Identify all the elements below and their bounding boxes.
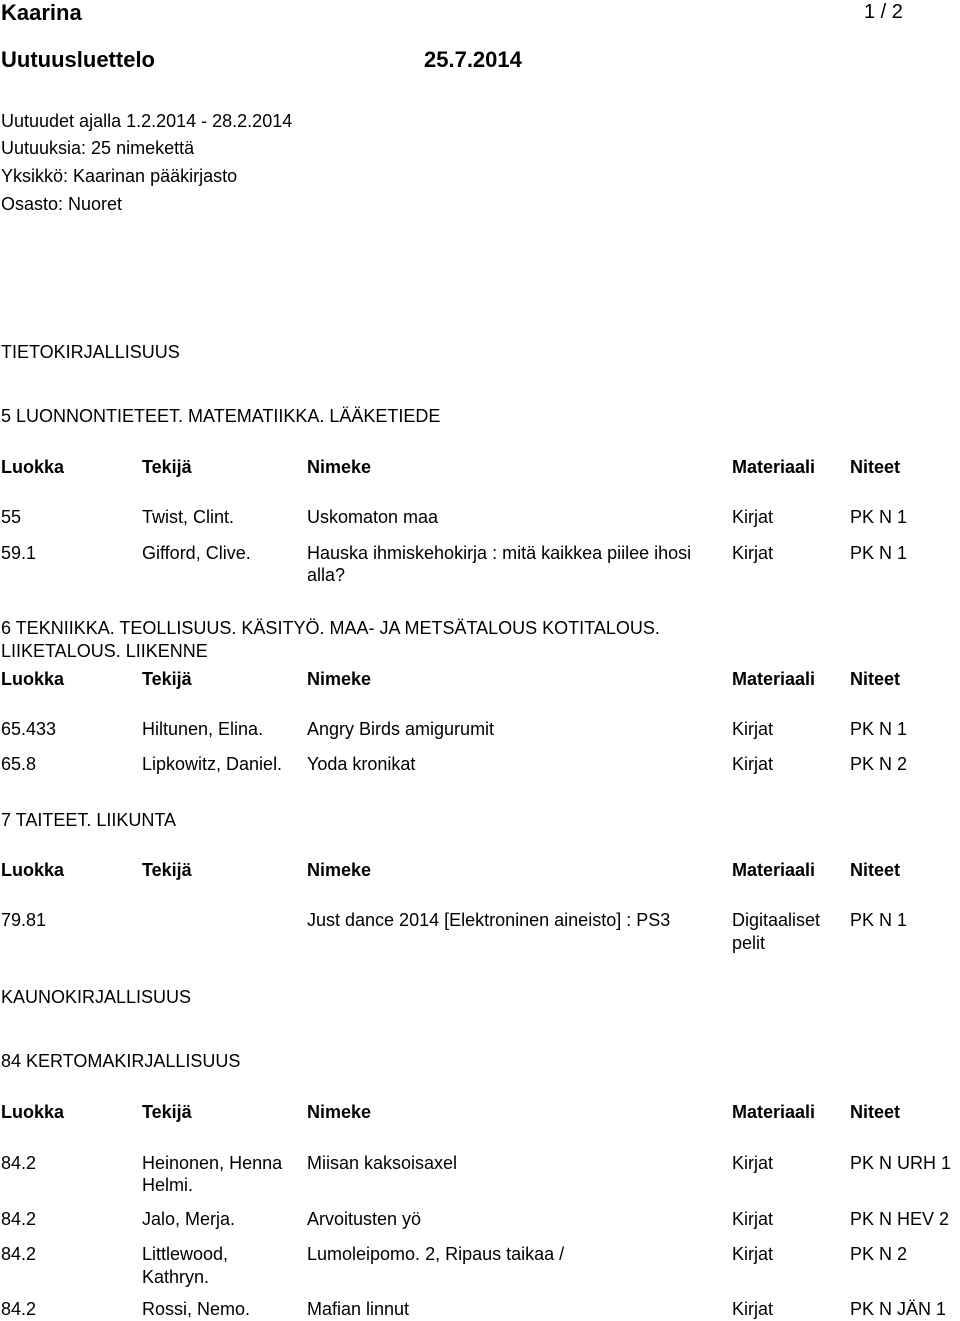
- section-heading: 5 LUONNONTIETEET. MATEMATIIKKA. LÄÄKETIEDE: [1, 406, 441, 426]
- col-copies: Niteet: [850, 457, 901, 477]
- col-author: Tekijä: [142, 457, 192, 477]
- info-unit: Yksikkö: Kaarinan pääkirjasto: [1, 166, 238, 186]
- row-author: Hiltunen, Elina.: [142, 719, 264, 739]
- row-material: Kirjat: [732, 1244, 774, 1264]
- section-heading: 6 TEKNIIKKA. TEOLLISUUS. KÄSITYÖ. MAA- JA METSÄTALOUS KOTITALOUS.: [1, 618, 660, 638]
- row-copies: PK N 2: [850, 754, 908, 774]
- col-title: Nimeke: [307, 669, 372, 689]
- col-material: Materiaali: [732, 457, 816, 477]
- row-title: Angry Birds amigurumit: [307, 719, 495, 739]
- row-material: Kirjat: [732, 719, 774, 739]
- row-class: 65.8: [1, 754, 37, 774]
- row-title: Yoda kronikat: [307, 754, 416, 774]
- row-material: Kirjat: [732, 1153, 774, 1173]
- row-title: Arvoitusten yö: [307, 1209, 422, 1229]
- row-author: Lipkowitz, Daniel.: [142, 754, 283, 774]
- row-class: 79.81: [1, 910, 47, 930]
- info-count: Uutuuksia: 25 nimekettä: [1, 138, 195, 158]
- col-title: Nimeke: [307, 860, 372, 880]
- row-class: 84.2: [1, 1153, 37, 1173]
- row-title: Hauska ihmiskehokirja : mitä kaikkea piilee ihosi alla?: [307, 543, 692, 585]
- row-class: 55: [1, 507, 22, 527]
- row-class: 59.1: [1, 543, 37, 563]
- row-copies: PK N HEV 2: [850, 1209, 950, 1229]
- row-material: Kirjat: [732, 543, 774, 563]
- row-title: Mafian linnut: [307, 1299, 410, 1319]
- row-class: 84.2: [1, 1299, 37, 1319]
- row-material-cont: pelit: [732, 933, 766, 953]
- section-heading-cont: LIIKETALOUS. LIIKENNE: [1, 641, 208, 661]
- category-heading: KAUNOKIRJALLISUUS: [1, 987, 192, 1007]
- page-number: 1 / 2: [864, 1, 903, 23]
- row-class: 84.2: [1, 1209, 37, 1229]
- col-copies: Niteet: [850, 1102, 901, 1122]
- library-name: Kaarina: [1, 0, 82, 25]
- col-copies: Niteet: [850, 860, 901, 880]
- col-author: Tekijä: [142, 1102, 192, 1122]
- row-author-cont: Kathryn.: [142, 1267, 210, 1287]
- row-author: Jalo, Merja.: [142, 1209, 236, 1229]
- col-class: Luokka: [1, 669, 65, 689]
- row-author: Heinonen, Henna: [142, 1153, 283, 1173]
- row-material: Kirjat: [732, 1209, 774, 1229]
- row-title: Lumoleipomo. 2, Ripaus taikaa /: [307, 1244, 565, 1264]
- col-class: Luokka: [1, 1102, 65, 1122]
- row-title: Uskomaton maa: [307, 507, 439, 527]
- row-material: Digitaaliset: [732, 910, 821, 930]
- row-author: Rossi, Nemo.: [142, 1299, 251, 1319]
- col-copies: Niteet: [850, 669, 901, 689]
- row-author-cont: Helmi.: [142, 1175, 194, 1195]
- col-class: Luokka: [1, 860, 65, 880]
- row-material: Kirjat: [732, 507, 774, 527]
- col-title: Nimeke: [307, 457, 372, 477]
- section-heading: 7 TAITEET. LIIKUNTA: [1, 810, 177, 830]
- col-class: Luokka: [1, 457, 65, 477]
- row-author: Gifford, Clive.: [142, 543, 251, 563]
- row-copies: PK N 1: [850, 543, 908, 563]
- info-department: Osasto: Nuoret: [1, 194, 123, 214]
- info-period: Uutuudet ajalla 1.2.2014 - 28.2.2014: [1, 111, 293, 131]
- col-material: Materiaali: [732, 669, 816, 689]
- row-copies: PK N 2: [850, 1244, 908, 1264]
- col-material: Materiaali: [732, 1102, 816, 1122]
- category-heading: TIETOKIRJALLISUUS: [1, 342, 180, 362]
- row-material: Kirjat: [732, 1299, 774, 1319]
- row-copies: PK N 1: [850, 910, 908, 930]
- row-copies: PK N 1: [850, 719, 908, 739]
- row-author: Twist, Clint.: [142, 507, 235, 527]
- row-copies: PK N URH 1: [850, 1153, 952, 1173]
- row-title: Miisan kaksoisaxel: [307, 1153, 458, 1173]
- col-title: Nimeke: [307, 1102, 372, 1122]
- col-material: Materiaali: [732, 860, 816, 880]
- list-date: 25.7.2014: [424, 47, 522, 72]
- row-copies: PK N JÄN 1: [850, 1299, 947, 1319]
- row-class: 65.433: [1, 719, 57, 739]
- row-class: 84.2: [1, 1244, 37, 1264]
- row-copies: PK N 1: [850, 507, 908, 527]
- row-author: Littlewood,: [142, 1244, 229, 1264]
- row-title: Just dance 2014 [Elektroninen aineisto] : PS3: [307, 910, 671, 930]
- col-author: Tekijä: [142, 860, 192, 880]
- col-author: Tekijä: [142, 669, 192, 689]
- list-title: Uutuusluettelo: [1, 47, 155, 72]
- section-heading: 84 KERTOMAKIRJALLISUUS: [1, 1051, 241, 1071]
- row-material: Kirjat: [732, 754, 774, 774]
